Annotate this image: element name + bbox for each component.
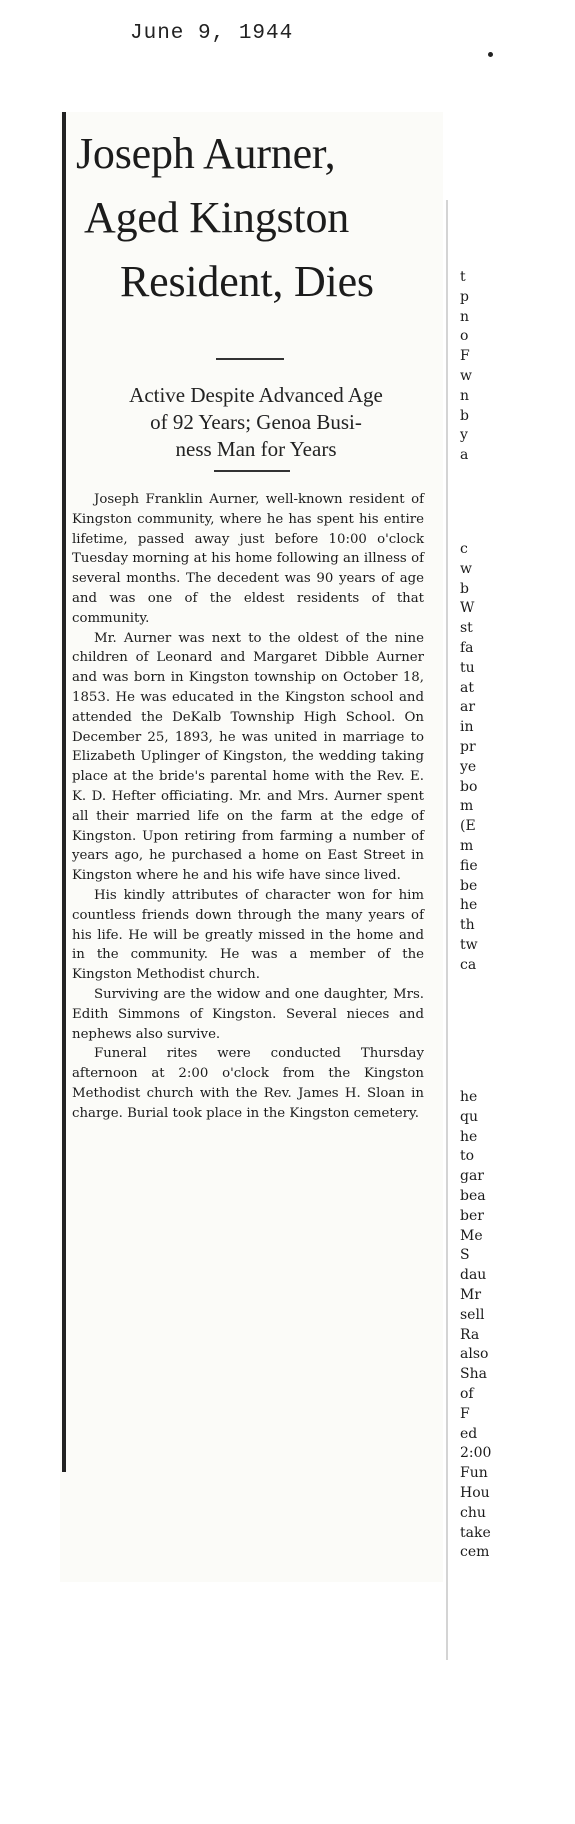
fragment-line: p [460, 288, 469, 305]
fragment-line: F [460, 1405, 470, 1422]
headline-line: Joseph Aurner, [76, 129, 336, 178]
column-rule [62, 112, 66, 1472]
fragment-line: y [460, 427, 468, 444]
fragment-line: n [460, 308, 470, 325]
stray-mark [488, 52, 493, 57]
paragraph: Funeral rites were conducted Thursday afternoon at 2:00 o'clock from the Kingston Methodist church with the Rev. James H. Sloan in charge. Burial took place in the Kingston cemetery. [72, 1046, 424, 1121]
fragment-line: ber [460, 1207, 484, 1224]
divider [216, 358, 284, 360]
fragment-line: dau [460, 1267, 487, 1284]
paragraph: Surviving are the widow and one daughter, Mrs. Edith Simmons of Kingston. Several nieces and nephews also survive. [72, 986, 424, 1042]
column-separator [446, 200, 448, 1660]
subhead-line: of 92 Years; Genoa Busi- [150, 410, 362, 434]
fragment-line: tw [460, 936, 478, 953]
fragment-line: qu [460, 1108, 478, 1125]
paragraph: Mr. Aurner was next to the oldest of the nine children of Leonard and Margaret Dibble Aurner and was born in Kingston township on October 18, 1853. He was educated in the Kingston school and attended the DeKalb Township High School. On December 25, 1893, he was united in marriage to Elizabeth Uplinger of Kingston, the wedding taking place at the bride's parental home with the Rev. E. K. D. Hefter officiating. Mr. and Mrs. Aurner spent all their married life on the farm at the edge of Kingston. Upon retiring from farming a number of years ago, he purchased a home on East Street in Kingston where he and his wife have since lived. [72, 630, 424, 884]
fragment-line: chu [460, 1504, 486, 1521]
fragment-line: st [460, 620, 473, 637]
fragment-line: W [460, 600, 475, 617]
fragment-line: m [460, 837, 474, 854]
subheadline [84, 382, 428, 463]
fragment-line: n [460, 387, 470, 404]
fragment-line: tu [460, 659, 475, 676]
fragment-line: ed [460, 1425, 478, 1442]
fragment-line: at [460, 679, 474, 696]
fragment-line: he [460, 1089, 478, 1105]
fragment-line: ar [460, 699, 476, 716]
article-body [72, 490, 424, 1124]
fragment-line: he [460, 1128, 478, 1145]
fragment-line: c [460, 541, 468, 557]
fragment-line: Fun [460, 1465, 488, 1482]
fragment-line: he [460, 897, 478, 914]
paragraph: His kindly attributes of character won for him countless friends down through the many years of his life. He will be greatly missed in the home and in the community. He was a member of the Kingston Methodist church. [72, 887, 424, 983]
fragment-line: m [460, 798, 474, 815]
fragment-line: fie [460, 857, 478, 874]
fragment-line: th [460, 917, 475, 934]
fragment-line: a [460, 447, 469, 464]
fragment-line: (E [460, 818, 476, 835]
fragment-line: b [460, 580, 469, 597]
fragment-line: ye [460, 758, 477, 775]
headline-line: Resident, Dies [120, 257, 374, 306]
fragment-line: o [460, 328, 469, 345]
fragment-line: gar [460, 1168, 485, 1185]
fragment-line: sell [460, 1306, 485, 1323]
fragment-line: fa [460, 639, 474, 656]
headline [76, 122, 426, 314]
headline-line: Aged Kingston [84, 193, 350, 242]
adjacent-column-fragment [460, 1088, 575, 1563]
dateline: June 9, 1944 [130, 22, 294, 45]
fragment-line: pr [460, 738, 476, 755]
fragment-line: w [460, 367, 472, 384]
fragment-line: bea [460, 1187, 486, 1204]
fragment-line: also [460, 1346, 489, 1363]
subhead-line: Active Despite Advanced Age [129, 383, 383, 407]
fragment-line: F [460, 348, 470, 365]
fragment-line: to [460, 1148, 475, 1165]
subhead-line: ness Man for Years [175, 437, 337, 461]
fragment-line: be [460, 877, 478, 894]
fragment-line: Me [460, 1227, 483, 1244]
fragment-line: b [460, 407, 469, 424]
fragment-line: Ra [460, 1326, 480, 1343]
fragment-line: in [460, 719, 474, 736]
fragment-line: of [460, 1385, 474, 1402]
fragment-line: S [460, 1247, 470, 1264]
fragment-line: Sha [460, 1366, 487, 1383]
fragment-line: cem [460, 1544, 490, 1561]
fragment-line: bo [460, 778, 478, 795]
fragment-line: take [460, 1524, 491, 1541]
fragment-line: w [460, 560, 472, 577]
fragment-line: t [460, 269, 466, 285]
adjacent-column-fragment [460, 540, 575, 976]
paragraph: Joseph Franklin Aurner, well-known resident of Kingston community, where he has spent his entire lifetime, passed away just before 10:00 o'clock Tuesday morning at his home following an illness of several months. The decedent was 90 years of age and was one of the eldest residents of that community. [72, 492, 424, 626]
adjacent-column-fragment [460, 268, 575, 466]
fragment-line: Mr [460, 1286, 482, 1303]
fragment-line: 2:00 [460, 1445, 492, 1462]
divider [214, 470, 290, 472]
fragment-line: Hou [460, 1484, 490, 1501]
fragment-line: ca [460, 956, 477, 973]
